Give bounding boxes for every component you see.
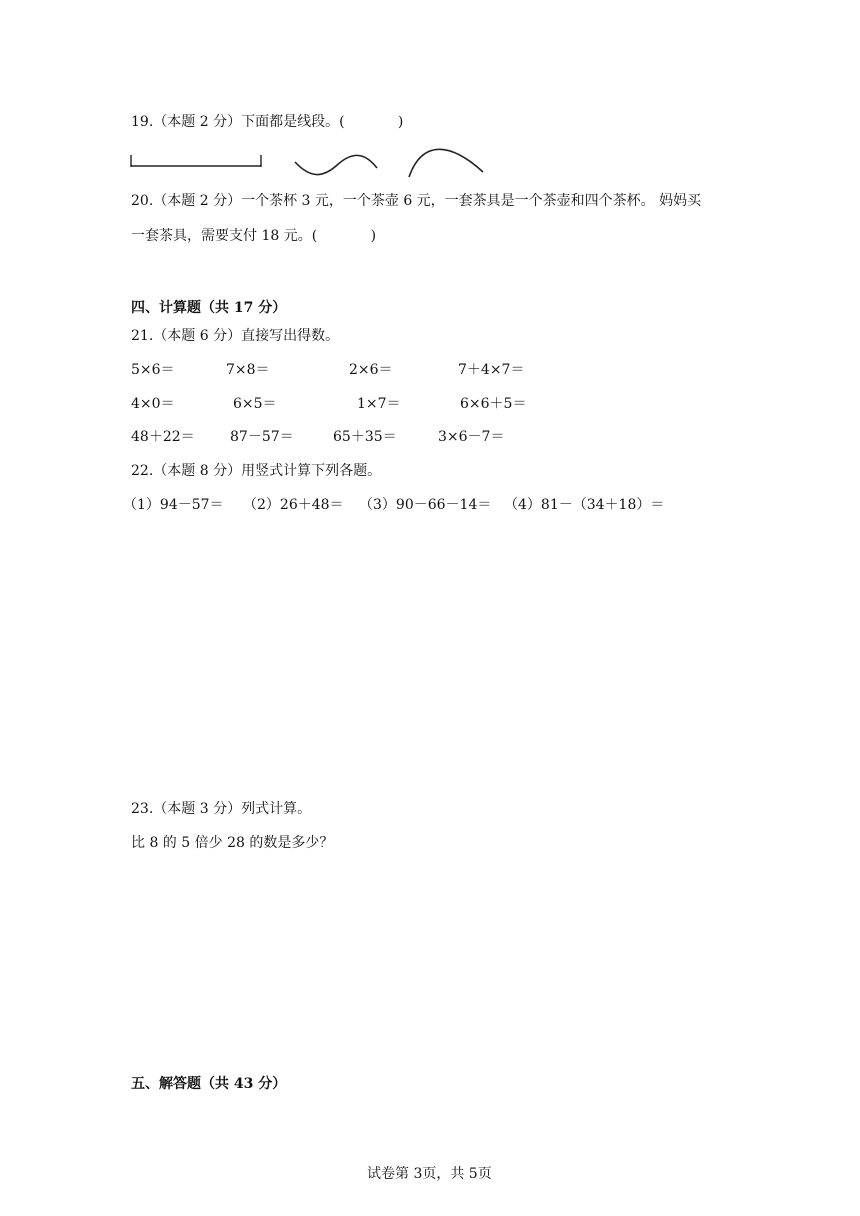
- wave-curve-figure: [295, 155, 377, 174]
- line-segment-figure: [131, 155, 261, 167]
- q21-item-1-4: 7＋4×7＝: [458, 362, 525, 378]
- q21-item-3-3: 65＋35＝: [333, 429, 397, 445]
- q21-item-3-1: 48＋22＝: [131, 429, 195, 445]
- question-23-prompt: 比 8 的 5 倍少 28 的数是多少？: [131, 835, 334, 851]
- q22-item-1: （1）94－57＝: [123, 497, 224, 513]
- section-5-title: 五、解答题（共 43 分）: [131, 1076, 287, 1092]
- question-20-line-1: 20.（本题 2 分）一个茶杯 3 元，一个茶壶 6 元，一套茶具是一个茶壶和四个茶杯。 妈妈买: [131, 193, 702, 209]
- q22-item-2: （2）26＋48＝: [243, 497, 344, 513]
- q21-item-1-2: 7×8＝: [226, 362, 270, 378]
- q21-item-1-1: 5×6＝: [131, 362, 175, 378]
- question-23: 23.（本题 3 分）列式计算。: [131, 801, 312, 817]
- q21-item-1-3: 2×6＝: [349, 362, 393, 378]
- question-20-line-2: 一套茶具，需要支付 18 元。( ): [131, 228, 377, 244]
- section-4-title: 四、计算题（共 17 分）: [131, 300, 287, 316]
- q21-item-3-2: 87－57＝: [230, 429, 294, 445]
- q21-item-3-4: 3×6－7＝: [438, 429, 505, 445]
- arc-curve-figure: [409, 149, 483, 177]
- q22-item-3: （3）90－66－14＝: [359, 497, 492, 513]
- question-21: 21.（本题 6 分）直接写出得数。: [131, 328, 340, 344]
- q21-item-2-2: 6×5＝: [233, 396, 277, 412]
- q21-item-2-4: 6×6＋5＝: [460, 396, 527, 412]
- q21-item-2-1: 4×0＝: [131, 396, 175, 412]
- question-19: 19.（本题 2 分）下面都是线段。( ): [131, 114, 404, 130]
- q21-item-2-3: 1×7＝: [357, 396, 401, 412]
- page-footer: 试卷第 3页，共 5页: [367, 1166, 492, 1182]
- question-22: 22.（本题 8 分）用竖式计算下列各题。: [131, 463, 382, 479]
- q22-item-4: （4）81－（34＋18）＝: [504, 497, 665, 513]
